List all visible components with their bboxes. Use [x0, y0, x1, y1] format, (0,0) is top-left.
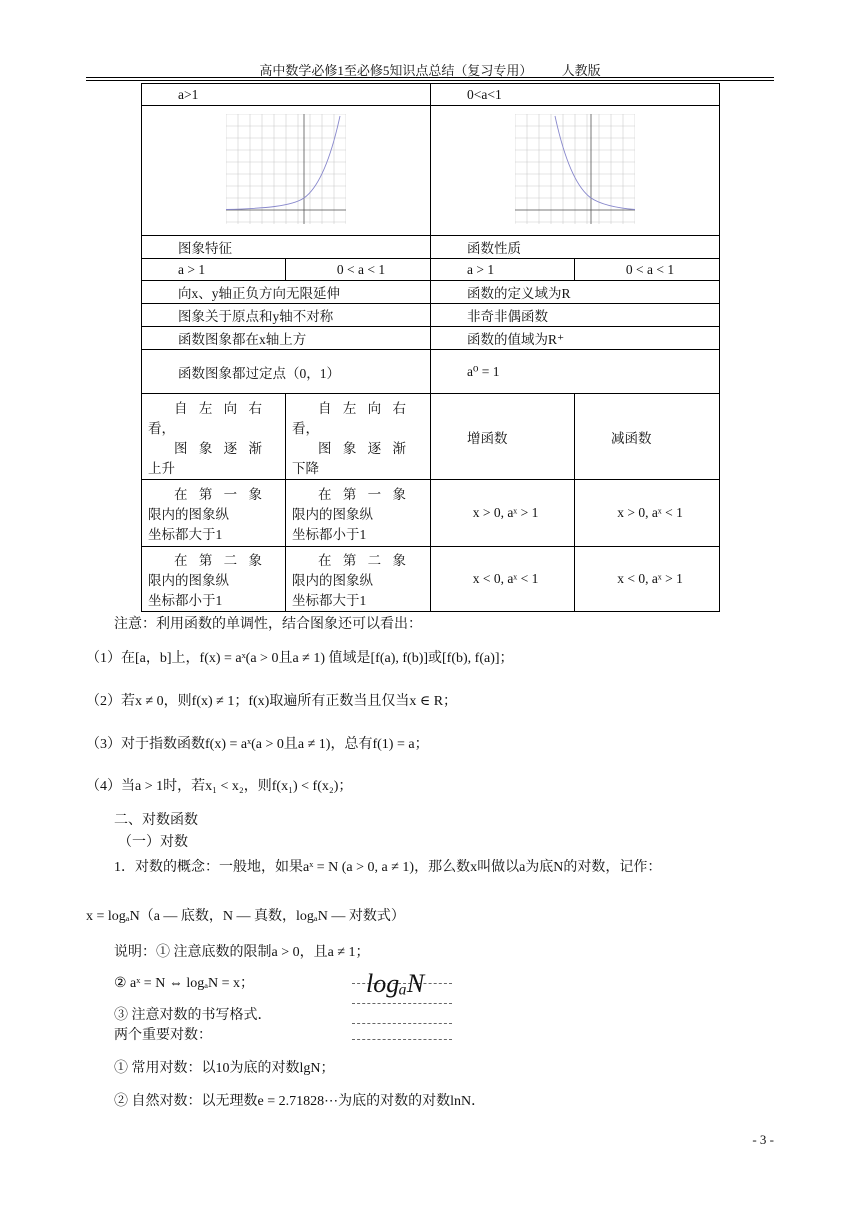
section-subtitle: （一）对数: [118, 835, 188, 850]
header-title: 高中数学必修1至必修5知识点总结（复习专用）: [259, 63, 533, 78]
mono-decreasing: 减函数: [575, 394, 720, 480]
q2-left-1: 在第二象 限内的图象纵 坐标都小于1: [142, 547, 286, 612]
note-equivalence: ② aˣ = N ⇔ logₐN = x；: [114, 976, 255, 991]
log-definition: 1．对数的概念：一般地，如果aˣ = N (a > 0, a ≠ 1)，那么数x叫做以a为底N的对数，记作：: [114, 860, 662, 875]
feature-extend: 向x、y轴正负方向无限延伸: [142, 281, 431, 304]
note-2: （2）若x ≠ 0，则f(x) ≠ 1；f(x)取遍所有正数当且仅当x ∈ R；: [86, 694, 458, 709]
sub-a-gt-1-left: a > 1: [142, 259, 286, 281]
q2-right-1: x < 0, aˣ < 1: [431, 547, 575, 612]
graph-a-lt-1: [431, 106, 720, 236]
mono-left-1: 自左向右 看， 图象逐渐 上升: [142, 394, 286, 480]
exp-growth-graph: [226, 114, 346, 224]
sub-a-lt-1-left: 0 < a < 1: [286, 259, 431, 281]
property-domain: 函数的定义域为R: [431, 281, 720, 304]
note-format: ③ 注意对数的书写格式．: [114, 1008, 272, 1023]
note-base-limit: 说明：① 注意底数的限制a > 0，且a ≠ 1；: [114, 945, 370, 960]
log-format-sample: logₐN: [366, 969, 425, 998]
log-format-box: [352, 967, 452, 1039]
feature-above-x: 函数图象都在x轴上方: [142, 327, 431, 350]
note-3: （3）对于指数函数f(x) = aˣ(a > 0且a ≠ 1)，总有f(1) = a；: [86, 737, 429, 752]
exp-decay-graph: [515, 114, 635, 224]
q2-right-2: x < 0, aˣ > 1: [575, 547, 720, 612]
exponential-properties-table: [141, 83, 720, 612]
property-range: 函数的值域为R⁺: [431, 327, 720, 350]
header-edition: 人教版: [561, 63, 601, 78]
q1-right-1: x > 0, aˣ > 1: [431, 480, 575, 547]
two-important-logs: 两个重要对数：: [114, 1028, 212, 1043]
mono-increasing: 增函数: [431, 394, 575, 480]
log-notation: x = logₐN（a — 底数，N — 真数，logₐN — 对数式）: [86, 909, 405, 924]
mono-left-2: 自左向右 看， 图象逐渐 下降: [286, 394, 431, 480]
q1-left-1: 在第一象 限内的图象纵 坐标都大于1: [142, 480, 286, 547]
header-rule: [86, 77, 774, 78]
q1-left-2: 在第一象 限内的图象纵 坐标都小于1: [286, 480, 431, 547]
section-title: 二、对数函数: [114, 813, 198, 828]
col-header-a-lt-1: 0<a<1: [431, 84, 720, 106]
property-a-zero: a⁰ = 1: [431, 350, 720, 394]
head-function-properties: 函数性质: [431, 236, 720, 259]
property-parity: 非奇非偶函数: [431, 304, 720, 327]
head-image-features: 图象特征: [142, 236, 431, 259]
note-1: （1）在[a，b]上，f(x) = aˣ(a > 0且a ≠ 1) 值域是[f(a), f(b)]或[f(b), f(a)]；: [86, 651, 514, 666]
header-rule-2: [86, 80, 774, 81]
sub-a-lt-1-right: 0 < a < 1: [575, 259, 720, 281]
common-log: ① 常用对数：以10为底的对数lgN；: [114, 1061, 335, 1076]
q1-right-2: x > 0, aˣ < 1: [575, 480, 720, 547]
notes-intro: 注意：利用函数的单调性，结合图象还可以看出：: [114, 617, 422, 632]
note-4: （4）当a > 1时，若x₁ < x₂，则f(x₁) < f(x₂)；: [86, 779, 353, 794]
graph-a-gt-1: [142, 106, 431, 236]
natural-log: ② 自然对数：以无理数e = 2.71828⋯为底的对数的对数lnN．: [114, 1094, 486, 1109]
sub-a-gt-1-right: a > 1: [431, 259, 575, 281]
page-header: [86, 60, 774, 76]
feature-fixed-point: 函数图象都过定点（0，1）: [142, 350, 431, 394]
feature-symmetry: 图象关于原点和y轴不对称: [142, 304, 431, 327]
q2-left-2: 在第二象 限内的图象纵 坐标都大于1: [286, 547, 431, 612]
page-number: - 3 -: [752, 1132, 774, 1147]
col-header-a-gt-1: a>1: [142, 84, 431, 106]
